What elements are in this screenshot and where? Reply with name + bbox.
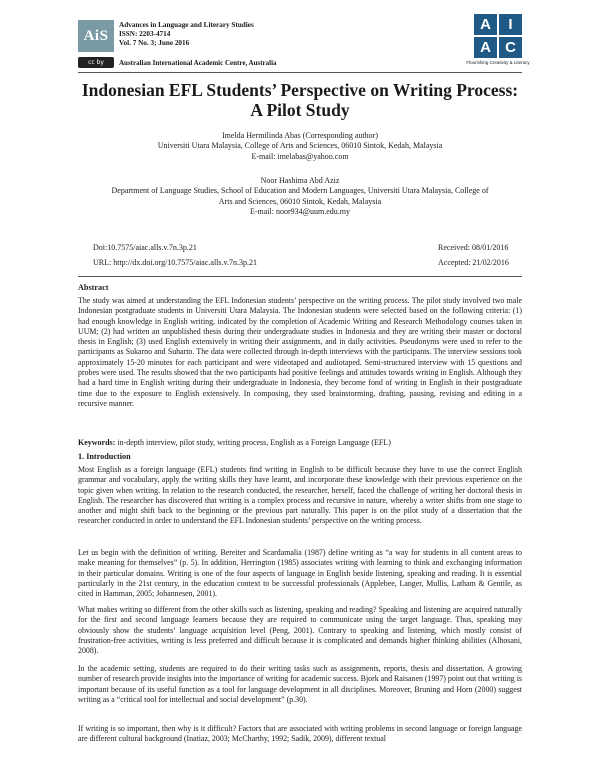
publisher-name: Australian International Academic Centre, Australia	[119, 59, 277, 67]
journal-issn: ISSN: 2203-4714	[119, 30, 171, 38]
aiac-tagline: Flourishing Creativity & Literacy	[466, 60, 530, 65]
paragraph-2: Let us begin with the definition of writing. Bereiter and Scardamalia (1987) define writing as “a way for students in all content areas to make meaning for themselves” (p. 5). In addition, Herrington (1985) associates writing with learning to think and exchanging information in their particular domains. Writing is one of the four aspects of language in English beside listening, speaking and reading. It is essential particularly in the 21st century, in the education context to be successful professionals (Applebee, Langer, Mullis, Latham & Gentile, as cited in Hamman, 2005; Johannesen, 2001).	[78, 548, 522, 599]
journal-info	[119, 21, 254, 48]
received-date: Received: 08/01/2016	[438, 243, 509, 252]
author-1-email: E-mail: imelabas@yahoo.com	[251, 151, 349, 161]
aiac-letter: A	[474, 37, 497, 58]
aiac-letter: C	[499, 37, 522, 58]
author-2-block	[70, 176, 530, 217]
abstract-divider	[78, 276, 522, 277]
aiac-letter: A	[474, 14, 497, 35]
paper-url[interactable]: URL: http://dx.doi.org/10.7575/aiac.alls.v.7n.3p.21	[93, 258, 257, 267]
paragraph-4: In the academic setting, students are required to do their writing tasks such as assignments, reports, thesis and dissertation. A growing number of research provide insights into the importance of writing for academic success. Bjork and Raisanen (1997) point out that writing is important because of its useful function as a tool for language development in all disciplines. Moreover, Bruning and Horn (2000) suggest writing as a “critical tool for intellectual and social development” (p.30).	[78, 664, 522, 704]
keywords	[78, 438, 522, 447]
creative-commons-badge: cc by	[78, 57, 114, 68]
author-1-name: Imelda Hermilinda Abas (Corresponding author)	[222, 131, 378, 140]
aiac-letter: I	[499, 14, 522, 35]
author-2-email: E-mail: noor934@uum.edu.my	[249, 206, 351, 216]
author-2-affiliation-line-2: Arts and Sciences, 06010 Sintok, Kedah, Malaysia	[218, 196, 382, 206]
title-line-1: Indonesian EFL Students’ Perspective on Writing Process:	[81, 80, 519, 100]
author-2-affiliation-line-1: Department of Language Studies, School of Education and Modern Languages, Universiti Utara Malaysia, College of	[111, 186, 489, 196]
section-heading: 1. Introduction	[78, 452, 131, 461]
paragraph-5: If writing is so important, then why is it difficult? Factors that are associated with writing problems in second language or foreign language are different cultural background (Inatiaz, 2003; McCharthy, 1992; Sadik, 2009), different textual	[78, 724, 522, 744]
title-line-2: A Pilot Study	[250, 100, 350, 120]
paper-title	[60, 80, 540, 120]
journal-volume: Vol. 7 No. 3; June 2016	[119, 39, 190, 47]
abstract-text: The study was aimed at understanding the EFL Indonesian students’ perspective on the writing process. The pilot study involved two male Indonesian postgraduate students in Universiti Utara Malaysia. The Indonesian students were selected based on the following criteria: (1) had enough knowledge in English writing, indicated by the completion of Academic Writing and Research Methodology courses taken in UUM; (2) had written an unpublished thesis during their undergraduate studies in Indonesia and they are writing their master or doctoral thesis in English; (3) used English extensively in writing their assignments, and in daily activities. Pseudonyms were used to refer to the participants as Sukarno and Suharto. The data were collected through in-depth interviews with the participants. The interview sessions took approximately 15-20 minutes for each participant and were videotaped and audiotaped. Semi-structured interview with 15 questions and probes were used. The results showed that the two participants had positive feelings and attitudes towards writing in English. Although they had a hard time in English writing during their undergraduate in Indonesia, they become fond of writing in English in their postgraduate time due to the exposure to English extensively. In composing, they used brainstorming, drafting, pausing, revising and editing in a recursive manner.	[78, 296, 522, 408]
accepted-date: Accepted: 21/02/2016	[438, 258, 509, 267]
journal-name: Advances in Language and Literary Studies	[119, 21, 254, 29]
keywords-text: in-depth interview, pilot study, writing process, English as a Foreign Language (EFL)	[117, 438, 391, 447]
doi[interactable]: Doi:10.7575/aiac.alls.v.7n.3p.21	[93, 243, 197, 252]
author-2-name: Noor Hashima Abd Aziz	[260, 176, 340, 185]
abstract-heading: Abstract	[78, 283, 109, 292]
journal-logo: AiS	[78, 20, 114, 52]
paragraph-3: What makes writing so different from the other skills such as listening, speaking and reading? Speaking and listening are acquired naturally for the first and second language learners because they are required to communicate using the target language. Thus, speaking may obviously show the students’ language acquisition level (Peng, 2001). Contrary to speaking and listening, which mostly consist of frustration-free activities, writing is less preferred and difficult because it is complicated and demands higher thinking abilities (Alhosani, 2008).	[78, 605, 522, 656]
header-divider	[78, 72, 522, 73]
keywords-label: Keywords:	[78, 438, 116, 447]
aiac-logo	[474, 14, 522, 58]
author-1-block	[70, 131, 530, 162]
paragraph-1: Most English as a foreign language (EFL) students find writing in English to be difficult because they have to use the correct English grammar and vocabulary, apply the writing skills they have learnt, and incorporate these knowledge with their previous experience on the topic given when writing. In relation to the research conducted, the researcher, herself, faced the challenge of writing her doctoral thesis in English. The researcher has discovered that writing is a complex process and recursive in nature, whereby a writer shifts from one stage to another and might shift back to the beginning or the previous part naturally. This paper is on the pilot study of a dissertation that the researcher conducted in order to understand the EFL Indonesian students’ perspective on the writing process.	[78, 465, 522, 526]
author-1-affiliation: Universiti Utara Malaysia, College of Arts and Sciences, 06010 Sintok, Kedah, Malaysia	[157, 141, 443, 151]
